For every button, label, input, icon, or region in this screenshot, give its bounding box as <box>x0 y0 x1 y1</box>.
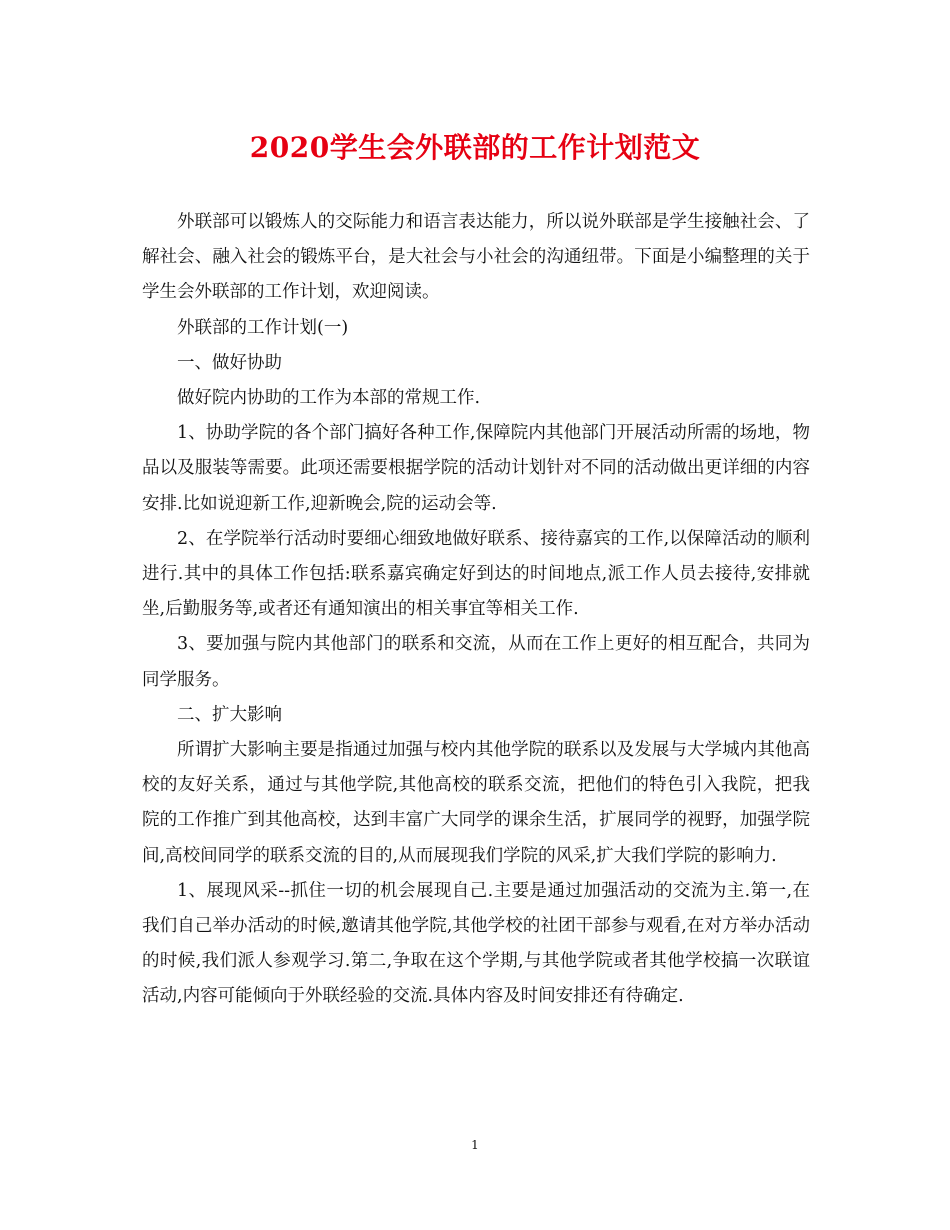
assist-summary-paragraph: 做好院内协助的工作为本部的常规工作. <box>177 388 481 409</box>
section-heading-plan-one: 外联部的工作计划(一) <box>177 317 349 338</box>
section-heading-assist: 一、做好协助 <box>177 352 282 373</box>
document-body <box>142 205 810 1015</box>
page-number: 1 <box>471 1138 479 1152</box>
document-title: 2020学生会外联部的工作计划范文 <box>249 131 701 164</box>
influence-item-1: 1、展现风采--抓住一切的机会展现自己.主要是通过加强活动的交流为主.第一,在我们自己举办活动的时候,邀请其他学院,其他学校的社团干部参与观看,在对方举办活动的时候,我们派人参观学习.第二,争取在这个学期,与其他学院或者其他学校搞一次联谊活动,内容可能倾向于外联经验的交流.具体内容及时间安排还有待确定. <box>142 880 810 1007</box>
section-heading-influence: 二、扩大影响 <box>177 704 282 725</box>
assist-item-3: 3、要加强与院内其他部门的联系和交流，从而在工作上更好的相互配合，共同为同学服务。 <box>142 634 810 690</box>
intro-paragraph: 外联部可以锻炼人的交际能力和语言表达能力，所以说外联部是学生接触社会、了解社会、融入社会的锻炼平台，是大社会与小社会的沟通纽带。下面是小编整理的关于学生会外联部的工作计划，欢迎阅读。 <box>142 212 810 303</box>
assist-item-1: 1、协助学院的各个部门搞好各种工作,保障院内其他部门开展活动所需的场地，物品以及服装等需要。此项还需要根据学院的活动计划针对不同的活动做出更详细的内容安排.比如说迎新工作,迎新晚会,院的运动会等. <box>142 423 810 514</box>
assist-item-2: 2、在学院举行活动时要细心细致地做好联系、接待嘉宾的工作,以保障活动的顺利进行.其中的具体工作包括:联系嘉宾确定好到达的时间地点,派工作人员去接待,安排就坐,后勤服务等,或者还有通知演出的相关事宜等相关工作. <box>142 528 810 620</box>
influence-summary-paragraph: 所谓扩大影响主要是指通过加强与校内其他学院的联系以及发展与大学城内其他高校的友好关系，通过与其他学院,其他高校的联系交流，把他们的特色引入我院，把我院的工作推广到其他高校，达到丰富广大同学的课余生活，扩展同学的视野，加强学院间,高校间同学的联系交流的目的,从而展现我们学院的风采,扩大我们学院的影响力. <box>142 740 810 866</box>
